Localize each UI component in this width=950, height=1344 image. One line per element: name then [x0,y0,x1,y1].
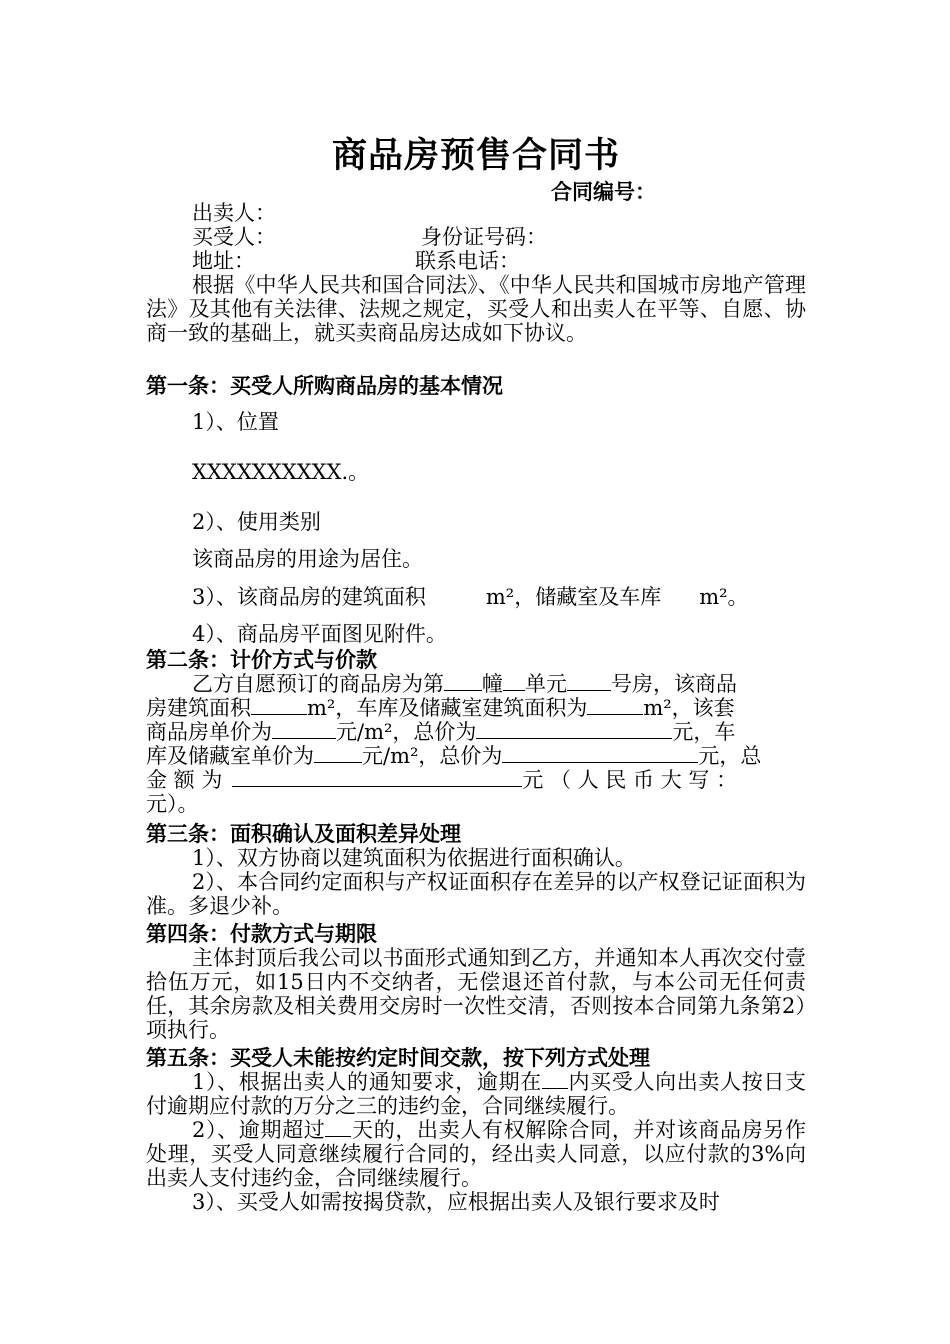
seller-line [146,201,806,225]
preamble: 根据《中华人民共和国合同法》、《中华人民共和国城市房地产管理法》及其他有关法律、法规之规定，买受人和出卖人在平等、自愿、协商一致的基础上，就买卖商品房达成如下协议。 [146,273,806,345]
article-5-heading: 第五条：买受人未能按约定时间交款，按下列方式处理 [146,1045,650,1070]
article-1-item-3: 3）、该商品房的建筑面积 m²，储藏室及车库 m²。 [192,585,749,609]
article-5: 第五条：买受人未能按约定时间交款，按下列方式处理 1）、根据出卖人的通知要求，逾期在 内买受人向出卖人按日支付逾期应付款的万分之三的违约金，合同继续履行。 2）、逾期超过 天的，出卖人有权解除合同，并对该商品房另作处理，买受人同意继续履行合同的，经出卖人同意，以应付款的3%向出卖人支付违约金，合同继续履行。 3）、买受人如需按揭贷款，应根据出卖人及银行要求及时 [146,1045,807,1214]
building-blank [444,672,482,691]
phone-label: 联系电话： [415,249,520,273]
address-label: 地址： [192,249,255,273]
article-4: 第四条：付款方式与期限 主体封顶后我公司以书面形式通知到乙方，并通知本人再次交付壹拾伍万元，如15日内不交纳者，无偿退还首付款，与本公司无任何责任，其余房款及相关费用交房时一次性交清，否则按本合同第九条第2）项执行。 [146,921,806,1042]
garage-total-blank [502,744,698,763]
article-1-item-2: 2）、使用类别 [192,510,321,534]
article-2-heading: 第二条：计价方式与价款 [146,647,377,672]
seller-label: 出卖人： [192,201,276,225]
article-2-line-1: 乙方自愿预订的商品房为第 幢 单元 号房，该商品 [192,672,737,696]
article-2-line-4: 库及储藏室单价为 元/m²，总价为 元，总 [146,744,762,768]
article-4-heading: 第四条：付款方式与期限 [146,921,377,946]
article-3-heading: 第三条：面积确认及面积差异处理 [146,821,461,846]
unit-price-blank [272,720,336,739]
id-number-label: 身份证号码： [421,225,547,249]
contract-number-label: 合同编号： [551,179,656,204]
article-1 [146,374,806,398]
article-2 [146,648,806,816]
buyer-label: 买受人： [192,225,276,249]
article-3: 第三条：面积确认及面积差异处理 1）、双方协商以建筑面积为依据进行面积确认。 2）、本合同约定面积与产权证面积存在差异的以产权登记证面积为准。多退少补。 [146,821,806,918]
article-2-line-2: 房建筑面积 m²，车库及储藏室建筑面积为 m²，该套 [146,696,735,720]
area-blank [251,696,307,715]
garage-area-blank [587,696,643,715]
overdue-limit-blank [325,1118,351,1137]
article-2-line-3: 商品房单价为 元/m²，总价为 元，车 [146,720,736,744]
room-blank [567,672,611,691]
garage-price-blank [314,744,362,763]
total-price-blank [476,720,672,739]
buyer-line [146,225,806,249]
document-title: 商品房预售合同书 [331,135,620,176]
article-1-item-4: 4）、商品房平面图见附件。 [192,622,447,646]
parties-block [146,201,806,345]
total-amount-blank [232,768,522,787]
article-1-usage: 该商品房的用途为居住。 [192,547,423,571]
article-1-heading: 第一条：买受人所购商品房的基本情况 [146,373,503,398]
article-1-item-1: 1）、位置 [192,410,279,434]
address-line [146,249,806,273]
article-2-line-6: 元）。 [146,792,199,816]
article-2-line-5: 金 额 为 元 （ 人 民 币 大 写 ： [146,768,738,792]
unit-blank [503,672,525,691]
overdue-days-blank [542,1070,568,1089]
article-1-location: XXXXXXXXXX.。 [192,460,370,484]
